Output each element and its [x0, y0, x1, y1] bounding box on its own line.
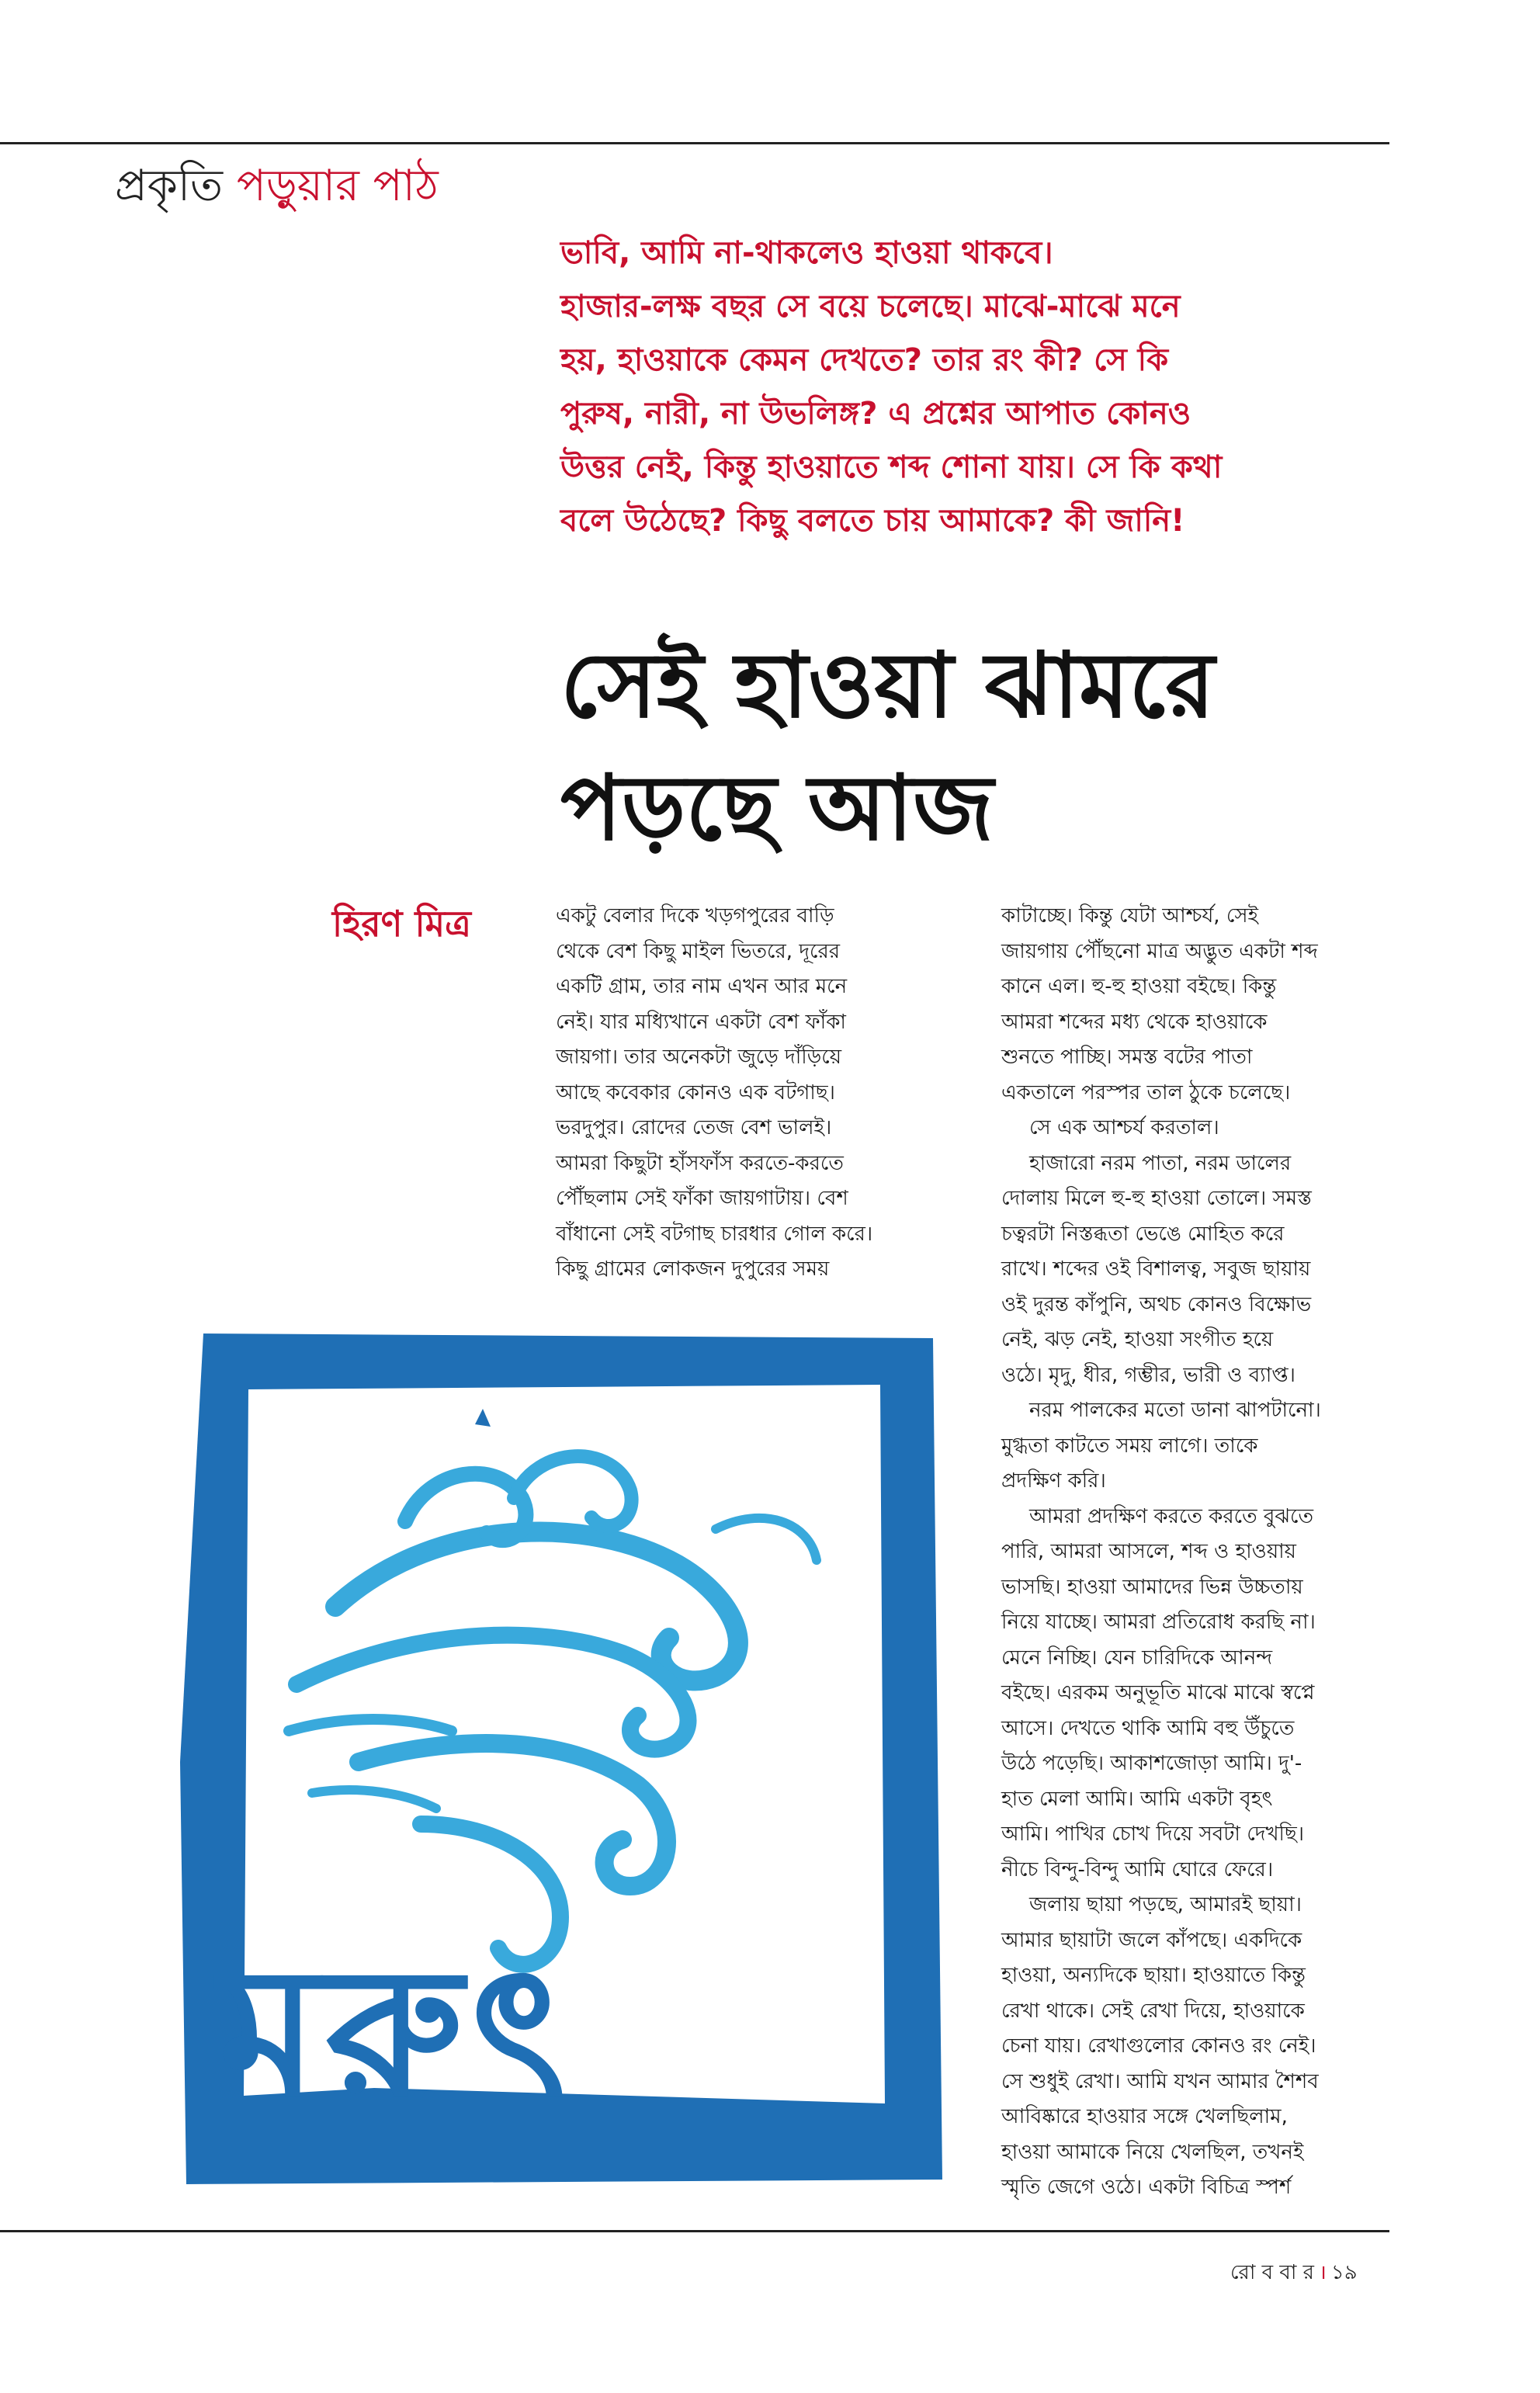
- body-line: একতালে পরস্পর তাল ঠুকে চলেছে।: [1001, 1080, 1291, 1105]
- body-line: হাওয়া, অন্যদিকে ছায়া। হাওয়াতে কিন্তু: [1001, 1964, 1306, 1987]
- headline-line: পড়ছে আজ: [560, 756, 994, 861]
- bottom-rule: [0, 2230, 1389, 2232]
- body-line: কিছু গ্রামের লোকজন দুপুরের সময়: [556, 1257, 830, 1281]
- body-column-2: [1001, 899, 1405, 2206]
- body-line: স্মৃতি জেগে ওঠে। একটা বিচিত্র স্পর্শ: [1001, 2176, 1292, 2199]
- body-line: আছে কবেকার কোনও এক বটগাছ।: [556, 1080, 835, 1105]
- body-line: ওঠে। মৃদু, ধীর, গম্ভীর, ভারী ও ব্যাপ্ত।: [1001, 1363, 1295, 1387]
- body-line: নীচে বিন্দু-বিন্দু আমি ঘোরে ফেরে।: [1001, 1857, 1274, 1881]
- folio-separator: ।: [1318, 2261, 1327, 2284]
- body-line: উঠে পড়েছি। আকাশজোড়া আমি। দু'-: [1001, 1752, 1302, 1775]
- body-line: পারি, আমরা আসলে, শব্দ ও হাওয়ায়: [1001, 1540, 1296, 1563]
- body-line: থেকে বেশ কিছু মাইল ভিতরে, দূরের: [556, 939, 841, 963]
- body-line: নেই, ঝড় নেই, হাওয়া সংগীত হয়ে: [1001, 1328, 1274, 1351]
- body-line: হাত মেলা আমি। আমি একটা বৃহৎ: [1001, 1787, 1273, 1811]
- body-line: সে শুধুই রেখা। আমি যখন আমার শৈশব: [1001, 2069, 1319, 2093]
- body-line: রাখে। শব্দের ওই বিশালত্ব, সবুজ ছায়ায়: [1001, 1257, 1311, 1281]
- headline-line: সেই হাওয়া ঝামরে: [560, 633, 1215, 738]
- body-line: দোলায় মিলে হু-হু হাওয়া তোলে। সমস্ত: [1001, 1187, 1312, 1210]
- body-line: আসে। দেখতে থাকি আমি বহু উঁচুতে: [1001, 1716, 1295, 1740]
- body-line: জায়গায় পৌঁছনো মাত্র অদ্ভুত একটা শব্দ: [1001, 939, 1318, 963]
- body-line: চেনা যায়। রেখাগুলোর কোনও রং নেই।: [1001, 2034, 1316, 2058]
- illustration-title: মরুৎ: [219, 1930, 574, 2137]
- page-folio: [1230, 2257, 1358, 2288]
- body-line: মুগ্ধতা কাটতে সময় লাগে। তাকে: [1001, 1434, 1258, 1458]
- body-line: ভাসছি। হাওয়া আমাদের ভিন্ন উচ্চতায়: [1001, 1575, 1303, 1599]
- body-line: আবিষ্কারে হাওয়ার সঙ্গে খেলছিলাম,: [1001, 2105, 1288, 2128]
- body-line: সে এক আশ্চর্য করতাল।: [1029, 1116, 1219, 1139]
- body-line: আমরা প্রদক্ষিণ করতে করতে বুঝতে: [1029, 1504, 1313, 1528]
- page-number: ১৯: [1330, 2261, 1358, 2284]
- body-line: আমরা কিছুটা হাঁসফাঁস করতে-করতে: [556, 1151, 844, 1175]
- body-line: কাটাচ্ছে। কিন্তু যেটা আশ্চর্য, সেই: [1001, 904, 1259, 928]
- body-line: একটি গ্রাম, তার নাম এখন আর মনে: [556, 975, 848, 998]
- body-line: বাঁধানো সেই বটগাছ চারধার গোল করে।: [556, 1222, 873, 1246]
- section-label: [115, 159, 439, 213]
- intro-line: হয়, হাওয়াকে কেমন দেখতে? তার রং কী? সে কি: [560, 342, 1169, 378]
- intro-line: ভাবি, আমি না-থাকলেও হাওয়া থাকবে।: [560, 235, 1053, 271]
- body-line: চত্বরটা নিস্তব্ধতা ভেঙে মোহিত করে: [1001, 1222, 1285, 1246]
- article-headline: [560, 625, 1414, 870]
- body-line: পৌঁছলাম সেই ফাঁকা জায়গাটায়। বেশ: [556, 1187, 848, 1210]
- body-line: কানে এল। হু-হু হাওয়া বইছে। কিন্তু: [1001, 975, 1277, 998]
- body-line: একটু বেলার দিকে খড়গপুরের বাড়ি: [556, 904, 834, 928]
- section-label-word2: পড়ুয়ার পাঠ: [236, 161, 439, 211]
- body-line: আমি। পাখির চোখ দিয়ে সবটা দেখছি।: [1001, 1822, 1305, 1846]
- body-line: আমার ছায়াটা জলে কাঁপছে। একদিকে: [1001, 1928, 1302, 1952]
- intro-line: বলে উঠেছে? কিছু বলতে চায় আমাকে? কী জানি!: [560, 503, 1185, 539]
- author-byline: হিরণ মিত্র: [332, 903, 471, 945]
- body-line: জায়গা। তার অনেকটা জুড়ে দাঁড়িয়ে: [556, 1046, 842, 1069]
- body-line: জলায় ছায়া পড়ছে, আমারই ছায়া।: [1029, 1893, 1302, 1916]
- body-line: ভরদুপুর। রোদের তেজ বেশ ভালই।: [556, 1116, 832, 1139]
- body-line: প্রদক্ষিণ করি।: [1001, 1469, 1106, 1493]
- body-line: আমরা শব্দের মধ্য থেকে হাওয়াকে: [1001, 1010, 1268, 1034]
- body-line: নরম পালকের মতো ডানা ঝাপটানো।: [1029, 1399, 1321, 1422]
- body-line: শুনতে পাচ্ছি। সমস্ত বটের পাতা: [1001, 1046, 1253, 1069]
- body-line: ওই দুরন্ত কাঁপুনি, অথচ কোনও বিক্ষোভ: [1001, 1292, 1312, 1316]
- body-line: মেনে নিচ্ছি। যেন চারিদিকে আনন্দ: [1001, 1646, 1273, 1670]
- section-label-word1: প্রকৃতি: [115, 161, 224, 211]
- body-line: হাজারো নরম পাতা, নরম ডালের: [1029, 1151, 1292, 1175]
- body-line: বইছে। এরকম অনুভূতি মাঝে মাঝে স্বপ্নে: [1001, 1681, 1315, 1705]
- body-line: নিয়ে যাচ্ছে। আমরা প্রতিরোধ করছি না।: [1001, 1611, 1316, 1634]
- body-line: হাওয়া আমাকে নিয়ে খেলছিল, তখনই: [1001, 2140, 1304, 2164]
- magazine-name: রো ব বা র: [1230, 2261, 1314, 2284]
- body-line: রেখা থাকে। সেই রেখা দিয়ে, হাওয়াকে: [1001, 1999, 1305, 2023]
- intro-line: পুরুষ, নারী, না উভলিঙ্গ? এ প্রশ্নের আপাত কোনও: [560, 396, 1191, 432]
- intro-line: হাজার-লক্ষ বছর সে বয়ে চলেছে। মাঝে-মাঝে মনে: [560, 289, 1181, 324]
- intro-blurb: [560, 227, 1399, 548]
- top-rule: [0, 142, 1389, 144]
- intro-line: উত্তর নেই, কিন্তু হাওয়াতে শব্দ শোনা যায়। সে কি কথা: [560, 449, 1223, 485]
- wind-illustration: [172, 1327, 949, 2189]
- body-column-1: [556, 899, 959, 1288]
- body-line: নেই। যার মধ্যিখানে একটা বেশ ফাঁকা: [556, 1010, 846, 1034]
